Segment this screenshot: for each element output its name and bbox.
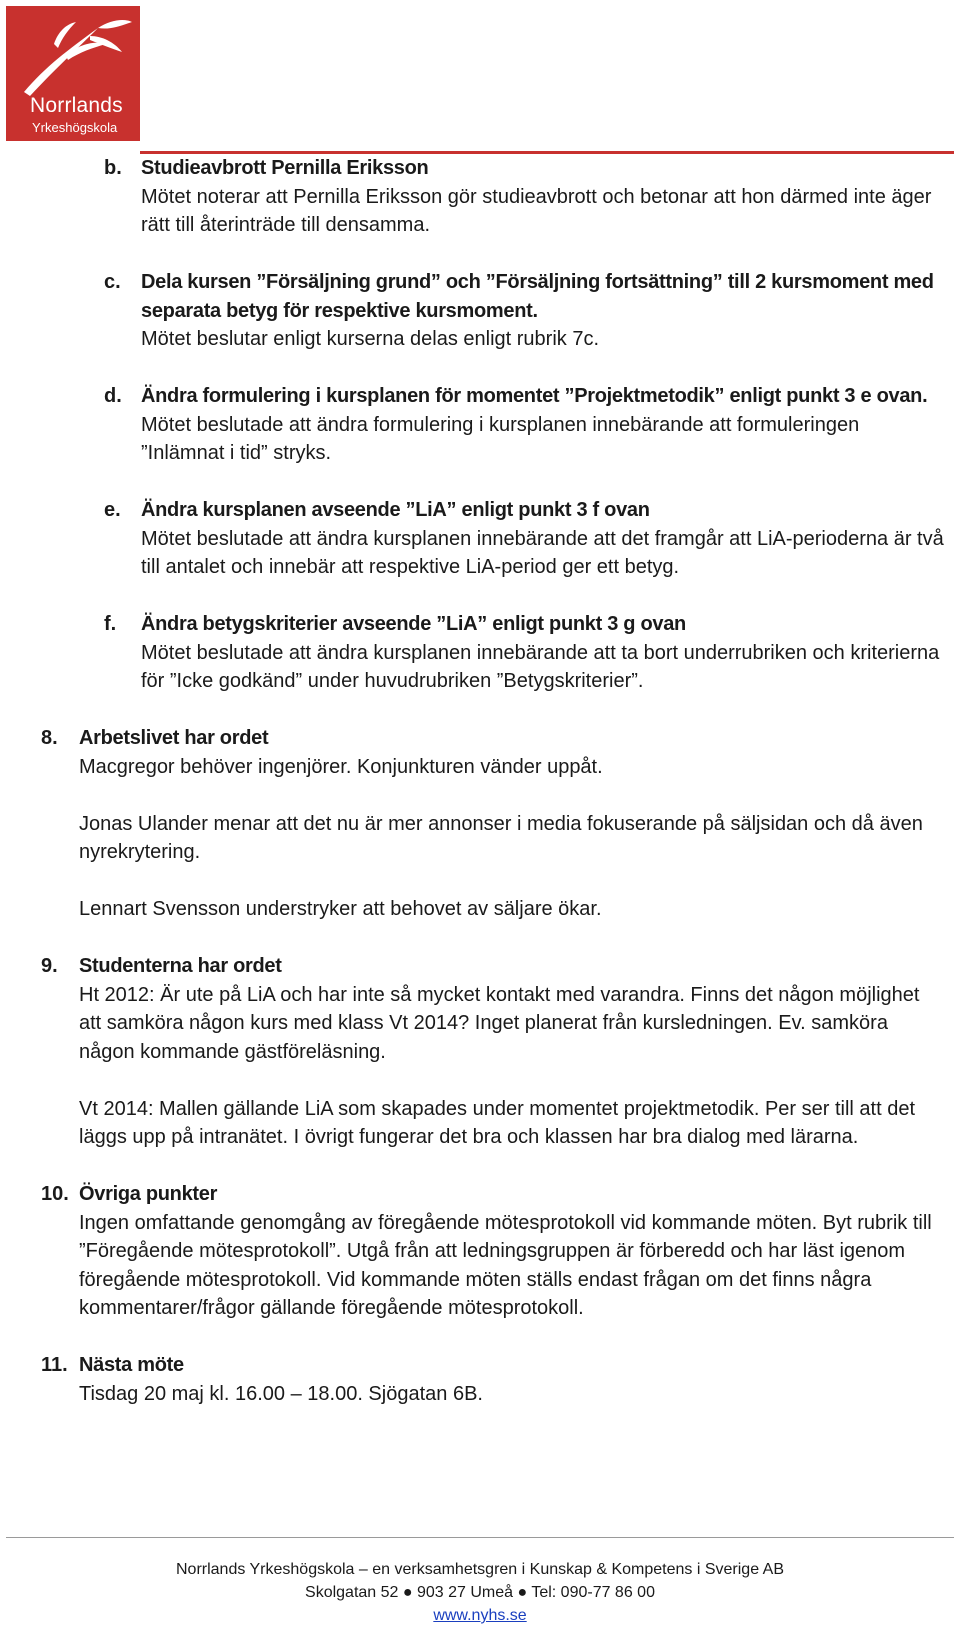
section-11: [41, 1351, 960, 1408]
page-footer: [0, 1558, 960, 1627]
section-number: 9.: [41, 955, 58, 977]
section-9: [41, 952, 960, 1152]
section-paragraph: Ht 2012: Är ute på LiA och har inte så mycket kontakt med varandra. Finns det någon möjlighet att samköra någon kurs med klass Vt 2014? Inget planerat från kursledningen. Ev. samköra någon kommande gästföreläsning.: [79, 983, 920, 1063]
logo-subtitle: Yrkeshögskola: [32, 120, 118, 135]
document-body: [0, 154, 960, 1408]
section-number: 11.: [41, 1354, 68, 1376]
section-number: 8.: [41, 727, 58, 749]
item-heading: Ändra betygskriterier avseende ”LiA” enligt punkt 3 g ovan: [141, 613, 686, 635]
section-heading: Studenterna har ordet: [79, 955, 282, 977]
item-label: f.: [104, 613, 117, 635]
section-paragraph: Macgregor behöver ingenjörer. Konjunkturen vänder uppåt.: [79, 755, 603, 778]
section-heading: Övriga punkter: [79, 1183, 218, 1205]
item-e: [104, 496, 960, 582]
footer-address: Skolgatan 52 ● 903 27 Umeå ● Tel: 090-77 86 00: [305, 1584, 655, 1601]
section-8: [41, 724, 960, 924]
item-body: Mötet beslutade att ändra kursplanen innebärande att ta bort underrubriken och kriterierna för ”Icke godkänd” under huvudrubriken ”Betygskriterier”.: [141, 641, 940, 692]
footer-organization: Norrlands Yrkeshögskola – en verksamhetsgren i Kunskap & Kompetens i Sverige AB: [175, 1561, 785, 1578]
section-paragraph: Ingen omfattande genomgång av föregående mötesprotokoll vid kommande möten. Byt rubrik till ”Föregående mötesprotokoll”. Utgå från att ledningsgruppen är förberedd och har läst igenom föregående mötesprotokoll. Vid kommande möten ställs endast frågan om det finns några kommentarer/frågor gällande föregående mötesprotokoll.: [79, 1211, 932, 1319]
item-heading: Ändra formulering i kursplanen för momentet ”Projektmetodik” enligt punkt 3 e ovan.: [141, 385, 928, 407]
section-paragraph: Tisdag 20 maj kl. 16.00 – 18.00. Sjögatan 6B.: [79, 1382, 483, 1405]
item-heading: Ändra kursplanen avseende ”LiA” enligt punkt 3 f ovan: [141, 499, 650, 521]
item-body: Mötet beslutade att ändra kursplanen innebärande att det framgår att LiA-perioderna är två till antalet och innebär att respektive LiA-period ger ett betyg.: [141, 527, 944, 578]
item-body: Mötet beslutade att ändra formulering i kursplanen innebärande att formuleringen ”Inlämnat i tid” stryks.: [141, 413, 860, 464]
section-paragraph: Lennart Svensson understryker att behovet av säljare ökar.: [79, 898, 602, 920]
item-f: [104, 610, 960, 696]
logo-name: Norrlands: [30, 94, 123, 117]
item-label: d.: [104, 385, 122, 407]
item-b: [104, 154, 960, 240]
section-heading: Nästa möte: [79, 1354, 184, 1376]
item-heading: Dela kursen ”Försäljning grund” och ”Försäljning fortsättning” till 2 kursmoment med separata betyg för respektive kursmoment.: [141, 271, 934, 322]
section-paragraph: Jonas Ulander menar att det nu är mer annonser i media fokuserande på säljsidan och då även nyrekrytering.: [79, 812, 923, 863]
norrlands-logo: [6, 6, 140, 141]
item-body: Mötet beslutar enligt kurserna delas enligt rubrik 7c.: [141, 328, 600, 350]
item-heading: Studieavbrott Pernilla Eriksson: [141, 157, 429, 179]
item-label: b.: [104, 157, 122, 179]
item-c: [104, 268, 960, 354]
section-10: [41, 1180, 960, 1323]
item-d: [104, 382, 960, 468]
section-heading: Arbetslivet har ordet: [79, 727, 269, 749]
section-paragraph: Vt 2014: Mallen gällande LiA som skapades under momentet projektmetodik. Per ser till att det läggs upp på intranätet. I övrigt fungerar det bra och klassen har bra dialog med lärarna.: [79, 1097, 916, 1148]
footer-divider: [6, 1537, 954, 1538]
item-body: Mötet noterar att Pernilla Eriksson gör studieavbrott och betonar att hon därmed inte äger rätt till återinträde till densamma.: [141, 185, 932, 236]
website-link[interactable]: www.nyhs.se: [433, 1607, 527, 1624]
section-number: 10.: [41, 1183, 69, 1205]
item-label: e.: [104, 499, 121, 521]
item-label: c.: [104, 271, 121, 293]
